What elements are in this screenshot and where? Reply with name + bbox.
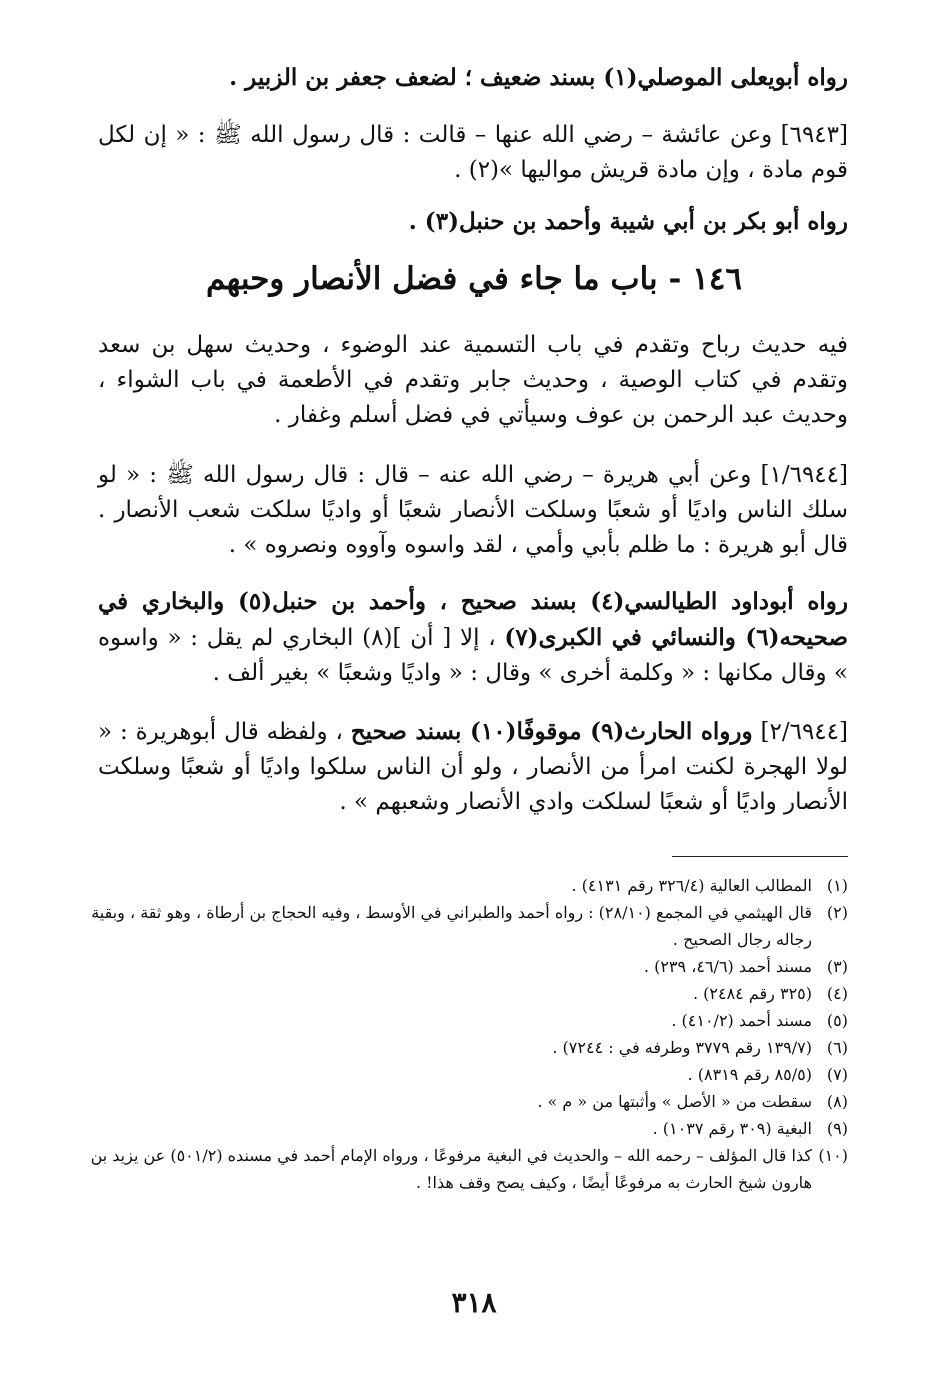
footnote-text: سقطت من « الأصل » وأثبتها من « م » . (537, 1092, 812, 1111)
footnote-number: (٣) (826, 957, 848, 976)
hadith-6944-2 (98, 714, 848, 820)
footnote-item (78, 1088, 848, 1115)
footnote-item (78, 1115, 848, 1142)
footnote-text: (٨٥/٥ رقم ٨٣١٩) . (687, 1065, 812, 1084)
footnote-number: (١) (826, 876, 848, 895)
hadith-6944-1: [١/٦٩٤٤] وعن أبي هريرة – رضي الله عنه – قال : قال رسول الله ﷺ : « لو سلك الناس واديًا أو شعبًا وسلكت الأنصار شعبًا أو واديًا سلكت شعب الأنصار . قال أبو هريرة : ما ظلم بأبي وأمي ، لقد واسوه وآووه ونصروه » . (98, 462, 848, 558)
footnote-divider (672, 856, 848, 857)
footnote-text: مسند أحمد (٤٦/٦، ٢٣٩) . (643, 957, 812, 976)
footnote-number: (٧) (826, 1065, 848, 1084)
footnote-item (78, 953, 848, 980)
page-number: ٣١٨ (451, 1286, 497, 1319)
footnote-number: (٩) (826, 1119, 848, 1138)
footnote-number: (٦) (826, 1038, 848, 1057)
footnote-text: قال الهيثمي في المجمع (٢٨/١٠) : رواه أحمد والطبراني في الأوسط ، وفيه الحجاج بن أرطاة ، وهو ثقة ، وبقية رجاله رجال الصحيح . (91, 903, 812, 949)
footnote-text: مسند أحمد (٤١٠/٢) . (671, 1011, 812, 1030)
hadith-6944-2-source: ورواه الحارث(٩) موقوفًا(١٠) بسند صحيح (350, 718, 753, 745)
footnote-number: (١٠) (818, 1146, 848, 1165)
narration-6944-1-sources: رواه أبوداود الطيالسي(٤) بسند صحيح ، وأحمد بن حنبل(٥) والبخاري في صحيحه(٦) والنسائي في الكبرى(٧) (98, 588, 848, 651)
footnote-number: (٨) (826, 1092, 848, 1111)
narration-6944-1 (98, 584, 848, 691)
chapter-intro: فيه حديث رباح وتقدم في باب التسمية عند الوضوء ، وحديث سهل بن سعد وتقدم في كتاب الوصية ، وحديث جابر وتقدم في الأطعمة في باب الشواء ، وحديث عبد الرحمن بن عوف وسيأتي في فضل أسلم وغفار . (98, 332, 848, 428)
footnote-item (78, 980, 848, 1007)
hadith-6944-2-number: [٢/٦٩٤٤] (752, 719, 849, 745)
footnote-item (78, 1007, 848, 1034)
footnote-item (78, 1034, 848, 1061)
footnote-text: كذا قال المؤلف – رحمه الله – والحديث في البغية مرفوعًا ، ورواه الإمام أحمد في مسنده (٥٠١/٢) عن يزيد بن هارون شيخ الحارث به مرفوعًا أيضًا ، وكيف يصح وقف هذا! . (90, 1146, 812, 1192)
chapter-heading: ١٤٦ - باب ما جاء في فضل الأنصار وحبهم (205, 261, 743, 297)
footnote-text: البغية (٣٠٩ رقم ١٠٣٧) . (652, 1119, 812, 1138)
footnote-text: (١٣٩/٧ رقم ٣٧٧٩ وطرفه في : ٧٢٤٤) . (552, 1038, 812, 1057)
footnote-item (78, 899, 848, 953)
footnotes-list (78, 872, 848, 1196)
footnote-text: (٣٢٥ رقم ٢٤٨٤) . (692, 984, 812, 1003)
narration-6944-1-note: ، إلا [ أن ](٨) البخاري لم يقل : « واسوه » وقال مكانها : « وكلمة أخرى » وقال : « واديًا وشعبًا » بغير ألف . (98, 625, 848, 686)
footnote-number: (٤) (826, 984, 848, 1003)
hadith-6943: [٦٩٤٣] وعن عائشة – رضي الله عنها – قالت : قال رسول الله ﷺ : « إن لكل قوم مادة ، وإن مادة قريش مواليها »(٢) . (98, 122, 848, 183)
footnote-item (78, 872, 848, 899)
hadith-6944-2-text: ، ولفظه قال أبوهريرة : « لولا الهجرة لكنت امرأ من الأنصار ، ولو أن الناس سلكوا واديًا أو شعبًا وسلكت الأنصار واديًا أو شعبًا لسلكت وادي الأنصار وشعبهم » . (98, 719, 848, 815)
footnote-item (78, 1142, 848, 1196)
footnote-number: (٢) (826, 903, 848, 922)
footnote-text: المطالب العالية (٣٢٦/٤ رقم ٤١٣١) . (571, 876, 812, 895)
narration-6943: رواه أبو بكر بن أبي شيبة وأحمد بن حنبل(٣) . (408, 208, 848, 235)
footnote-item (78, 1061, 848, 1088)
footnote-number: (٥) (826, 1011, 848, 1030)
narration-top-line: رواه أبويعلى الموصلي(١) بسند ضعيف ؛ لضعف جعفر بن الزبير . (229, 64, 848, 91)
